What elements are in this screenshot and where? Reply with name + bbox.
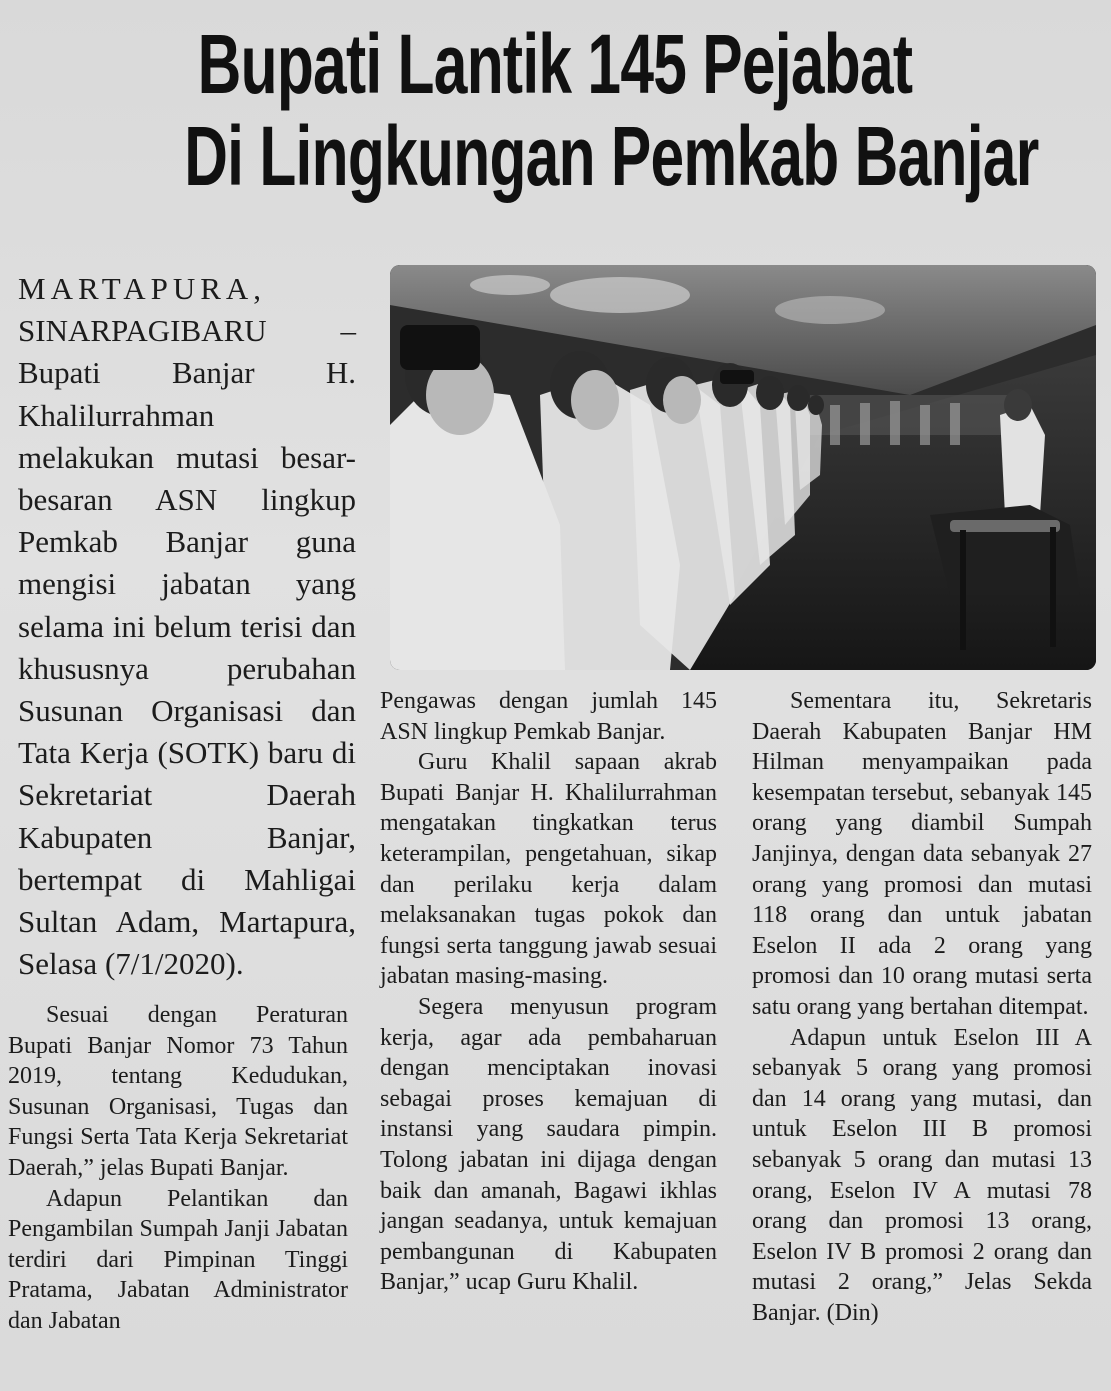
dateline-source: SINARPAGIBARU – [18,313,356,349]
lead-paragraph [18,268,356,985]
paragraph: Adapun Pelantikan dan Pengambilan Sumpah Janji Jabatan terdiri dari Pimpinan Tinggi Pratama, Jabatan Administrator dan Jabatan [8,1185,348,1334]
lead-text: Bupati Banjar H. Khalilurrahman melakukan mutasi besar-besaran ASN lingkup Pemkab Banjar guna mengisi jabatan yang selama ini belum terisi dan khususnya perubahan Susunan Organisasi dan Tata Kerja (SOTK) baru di Sekretariat Daerah Kabupaten Banjar, bertempat di Mahligai Sultan Adam, Martapura, Selasa (7/1/2020). [18,355,356,982]
paragraph: Segera menyusun program kerja, agar ada pembaharuan dengan menciptakan inovasi sebagai proses kemajuan di instansi yang saudara pimpin. Tolong jabatan ini dijaga dengan baik dan amanah, Bagawi ikhlas jangan seadanya, untuk kemajuan pembangunan di Kabupaten Banjar,” ucap Guru Khalil. [380,993,717,1296]
news-photo [390,265,1096,670]
paragraph: Sesuai dengan Peraturan Bupati Banjar Nomor 73 Tahun 2019, tentang Kedudukan, Susunan Organisasi, Tugas dan Fungsi Serta Tata Kerja Sekretariat Daerah,” jelas Bupati Banjar. [8,1002,348,1181]
column-3 [752,686,1092,1328]
column-2 [380,686,717,1298]
headline-line-2: Di Lingkungan Pemkab Banjar [184,109,1039,203]
paragraph: Pengawas dengan jumlah 145 ASN lingkup Pemkab Banjar. [380,688,717,745]
paragraph: Guru Khalil sapaan akrab Bupati Banjar H. Khalilurrahman mengatakan tingkatkan terus keterampilan, pengetahuan, sikap dan perilaku kerja dalam melaksanakan tugas pokok dan fungsi serta tanggung jawab sesuai jabatan masing-masing. [380,749,717,990]
dateline-city: MARTAPURA, [18,271,267,306]
column-1 [8,1000,348,1337]
headline [184,17,1039,203]
paragraph: Adapun untuk Eselon III A sebanyak 5 orang yang promosi dan 14 orang yang mutasi, dan untuk Eselon III B promosi sebanyak 5 orang dan mutasi 13 orang, Eselon IV A mutasi 78 orang dan promosi 13 orang, Eselon IV B promosi 2 orang dan mutasi 2 orang,” Jelas Sekda Banjar. (Din) [752,1024,1092,1326]
paragraph: Sementara itu, Sekretaris Daerah Kabupaten Banjar HM Hilman menyampaikan pada kesempatan tersebut, sebanyak 145 orang yang diambil Sumpah Janjinya, dengan data sebanyak 27 orang yang promosi dan mutasi 118 orang dan untuk jabatan Eselon II ada 2 orang yang promosi dan 10 orang mutasi serta satu orang yang bertahan ditempat. [752,688,1092,1020]
headline-line-1: Bupati Lantik 145 Pejabat [197,17,913,111]
inauguration-photo-illustration [390,265,1096,670]
